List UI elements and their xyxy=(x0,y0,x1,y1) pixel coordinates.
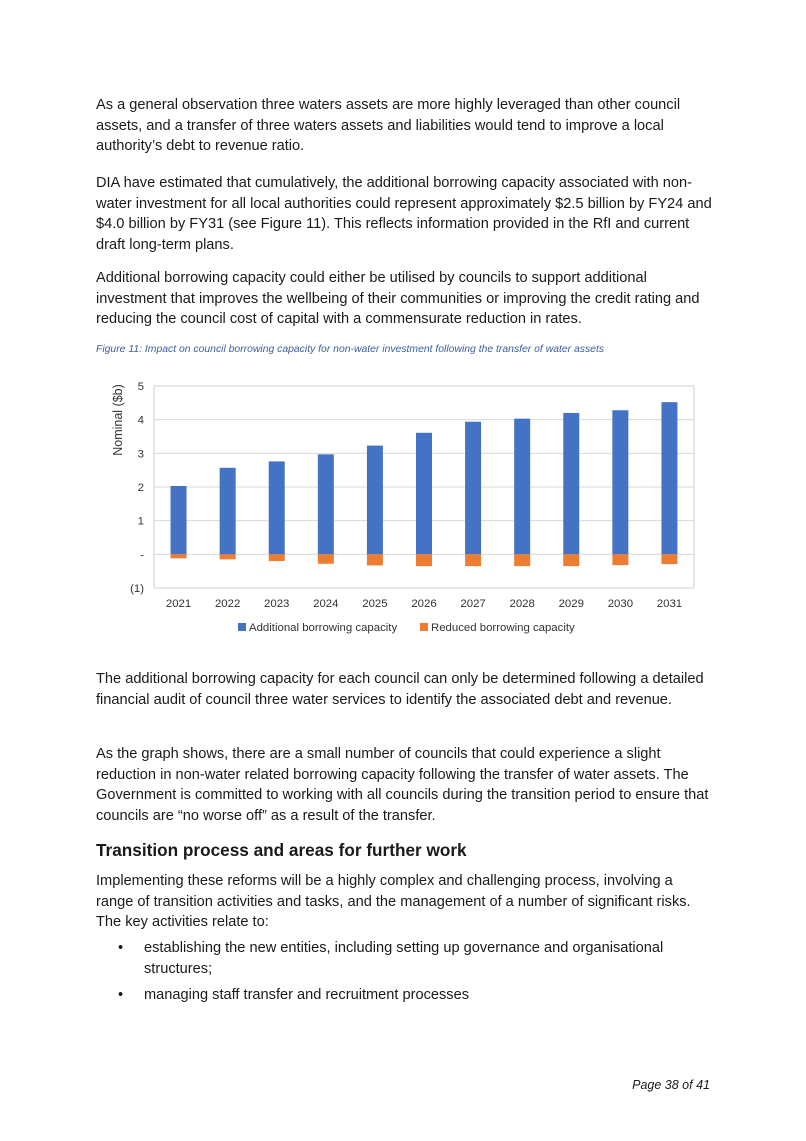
legend-swatch-additional xyxy=(238,623,246,631)
bar-reduced-2029 xyxy=(563,554,579,566)
bar-reduced-2021 xyxy=(171,554,187,558)
series-additional-borrowing xyxy=(171,402,678,554)
x-tick-label: 2031 xyxy=(656,598,683,610)
x-tick-label: 2022 xyxy=(214,598,241,610)
bar-additional-2021 xyxy=(171,486,187,554)
x-tick-label: 2024 xyxy=(313,598,339,610)
bar-reduced-2028 xyxy=(514,554,530,566)
bar-reduced-2030 xyxy=(612,554,628,565)
y-tick-labels xyxy=(130,381,144,595)
paragraph-borrowing-use: Additional borrowing capacity could either be utilised by councils to support additional investment that improves the wellbeing of their communities or improving the credit rating and reducing the council cost of capital with a commensurate reduction in rates. xyxy=(96,270,700,327)
bar-additional-2031 xyxy=(661,402,677,554)
x-tick-label: 2023 xyxy=(264,598,290,610)
y-tick-label: 2 xyxy=(137,482,144,494)
x-tick-label: 2025 xyxy=(362,598,388,610)
y-tick-label: - xyxy=(140,549,144,562)
x-tick-label: 2028 xyxy=(509,598,535,610)
x-tick-label: 2021 xyxy=(165,598,192,610)
bullet-icon: • xyxy=(118,940,124,956)
borrowing-capacity-chart xyxy=(96,370,700,642)
bar-reduced-2027 xyxy=(465,554,481,566)
list-item xyxy=(96,938,714,979)
bar-additional-2028 xyxy=(514,419,530,555)
x-tick-label: 2027 xyxy=(460,598,486,610)
paragraph-graph-shows: As the graph shows, there are a small number of councils that could experience a slight reduction in non-water related borrowing capacity following the transfer of water assets. The Government is committed to working with all councils during the transition period to ensure that councils are “no worse off” as a result of the transfer. xyxy=(96,746,709,824)
bar-additional-2025 xyxy=(367,446,383,555)
x-tick-label: 2030 xyxy=(607,598,634,610)
y-tick-label: 1 xyxy=(137,515,144,528)
x-tick-label: 2026 xyxy=(411,598,437,610)
list-item xyxy=(96,985,714,1006)
list-item-text: establishing the new entities, including setting up governance and organisational structures; xyxy=(144,940,664,977)
bar-additional-2026 xyxy=(416,433,432,555)
y-tick-label: 5 xyxy=(137,381,144,393)
chart-legend xyxy=(238,622,575,634)
bullet-icon: • xyxy=(118,987,124,1003)
y-tick-label: 4 xyxy=(137,414,144,427)
x-tick-labels xyxy=(166,598,682,610)
paragraph-implementing: Implementing these reforms will be a highly complex and challenging process, involving a range of transition activities and tasks, and the management of a number of significant risks. The key activities relate to: xyxy=(96,873,691,930)
bar-reduced-2026 xyxy=(416,554,432,566)
bar-additional-2023 xyxy=(269,461,285,554)
legend-label-reduced: Reduced borrowing capacity xyxy=(431,622,575,634)
bar-additional-2027 xyxy=(465,422,481,555)
figure-caption: Figure 11: Impact on council borrowing capacity for non-water investment following the transfer of water assets xyxy=(96,344,605,355)
legend-label-additional: Additional borrowing capacity xyxy=(249,622,398,634)
page-number: Page 38 of 41 xyxy=(632,1078,710,1092)
bar-reduced-2023 xyxy=(269,554,285,561)
series-reduced-borrowing xyxy=(171,554,678,566)
paragraph-leverage: As a general observation three waters assets are more highly leveraged than other council assets, and a transfer of three waters assets and liabilities would tend to improve a local authority’s debt to revenue ratio. xyxy=(96,97,681,154)
bar-reduced-2025 xyxy=(367,554,383,565)
bar-additional-2030 xyxy=(612,410,628,554)
x-tick-label: 2029 xyxy=(558,598,584,610)
bar-additional-2029 xyxy=(563,413,579,554)
bar-reduced-2024 xyxy=(318,554,334,563)
paragraph-financial-audit: The additional borrowing capacity for each council can only be determined following a detailed financial audit of council three water services to identify the associated debt and revenue. xyxy=(96,671,704,708)
bar-additional-2022 xyxy=(220,468,236,555)
bar-reduced-2022 xyxy=(220,554,236,559)
paragraph-dia-estimate: DIA have estimated that cumulatively, the additional borrowing capacity associated with non-water investment for all local authorities could represent approximately $2.5 billion by FY24 and $4.0 billion by FY31 (see Figure 11). This reflects information provided in the RfI and current draft long-term plans. xyxy=(96,175,712,253)
y-axis-label: Nominal ($b) xyxy=(111,384,125,456)
legend-swatch-reduced xyxy=(420,623,428,631)
y-tick-label: 3 xyxy=(137,448,144,461)
key-activities-list xyxy=(96,938,714,1012)
list-item-text: managing staff transfer and recruitment processes xyxy=(144,987,470,1003)
y-tick-label: (1) xyxy=(130,583,144,595)
bar-reduced-2031 xyxy=(661,554,677,564)
section-heading: Transition process and areas for further work xyxy=(96,840,467,860)
bar-additional-2024 xyxy=(318,454,334,554)
